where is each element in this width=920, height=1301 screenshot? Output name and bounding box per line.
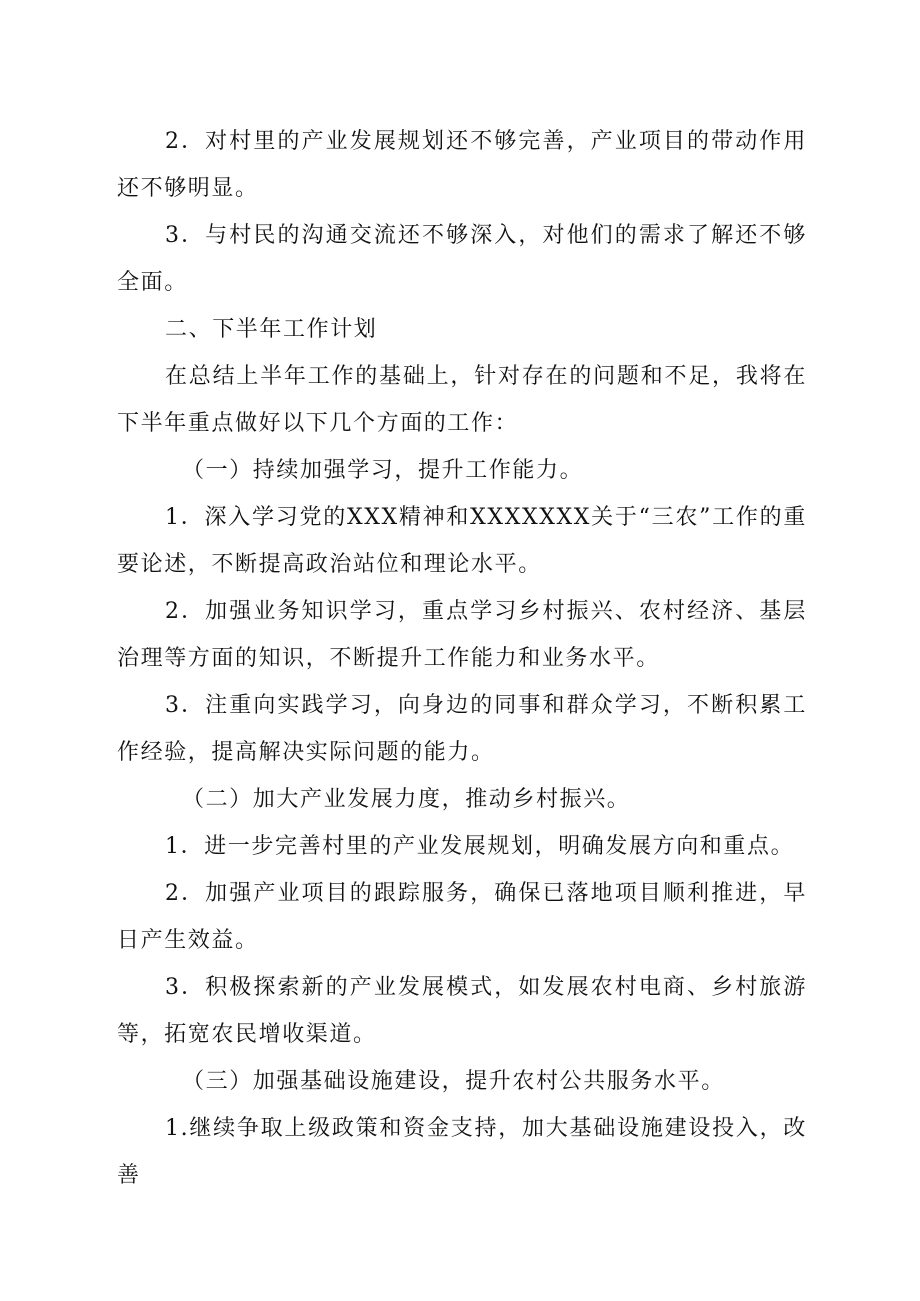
paragraph-infrastructure-1: 1.继续争取上级政策和资金支持，加大基础设施建设投入，改善 — [117, 1116, 807, 1188]
paragraph-plan-intro: 在总结上半年工作的基础上，针对存在的问题和不足，我将在下半年重点做好以下几个方面的工作： — [117, 364, 807, 436]
section-heading-plan: 二、下半年工作计划 — [165, 317, 378, 342]
subheading-infrastructure: （三）加强基础设施建设，提升农村公共服务水平。 — [182, 1069, 725, 1094]
paragraph-learning-2: 2．加强业务知识学习，重点学习乡村振兴、农村经济、基层治理等方面的知识，不断提升工作能力和业务水平。 — [117, 599, 807, 671]
paragraph-learning-3: 3．注重向实践学习，向身边的同事和群众学习，不断积累工作经验，提高解决实际问题的能力。 — [117, 693, 807, 765]
paragraph-learning-1: 1．深入学习党的XXX精神和XXXXXXX关于“三农”工作的重要论述，不断提高政治站位和理论水平。 — [117, 505, 807, 577]
paragraph-problem-2: 2．对村里的产业发展规划还不够完善，产业项目的带动作用还不够明显。 — [117, 129, 807, 201]
paragraph-industry-2: 2．加强产业项目的跟踪服务，确保已落地项目顺利推进，早日产生效益。 — [117, 881, 807, 953]
subheading-learning: （一）持续加强学习，提升工作能力。 — [182, 458, 584, 483]
paragraph-problem-3: 3．与村民的沟通交流还不够深入，对他们的需求了解还不够全面。 — [117, 223, 807, 295]
paragraph-industry-1: 1．进一步完善村里的产业发展规划，明确发展方向和重点。 — [165, 834, 795, 859]
subheading-industry: （二）加大产业发展力度，推动乡村振兴。 — [182, 787, 631, 812]
paragraph-industry-3: 3．积极探索新的产业发展模式，如发展农村电商、乡村旅游等，拓宽农民增收渠道。 — [117, 975, 807, 1047]
